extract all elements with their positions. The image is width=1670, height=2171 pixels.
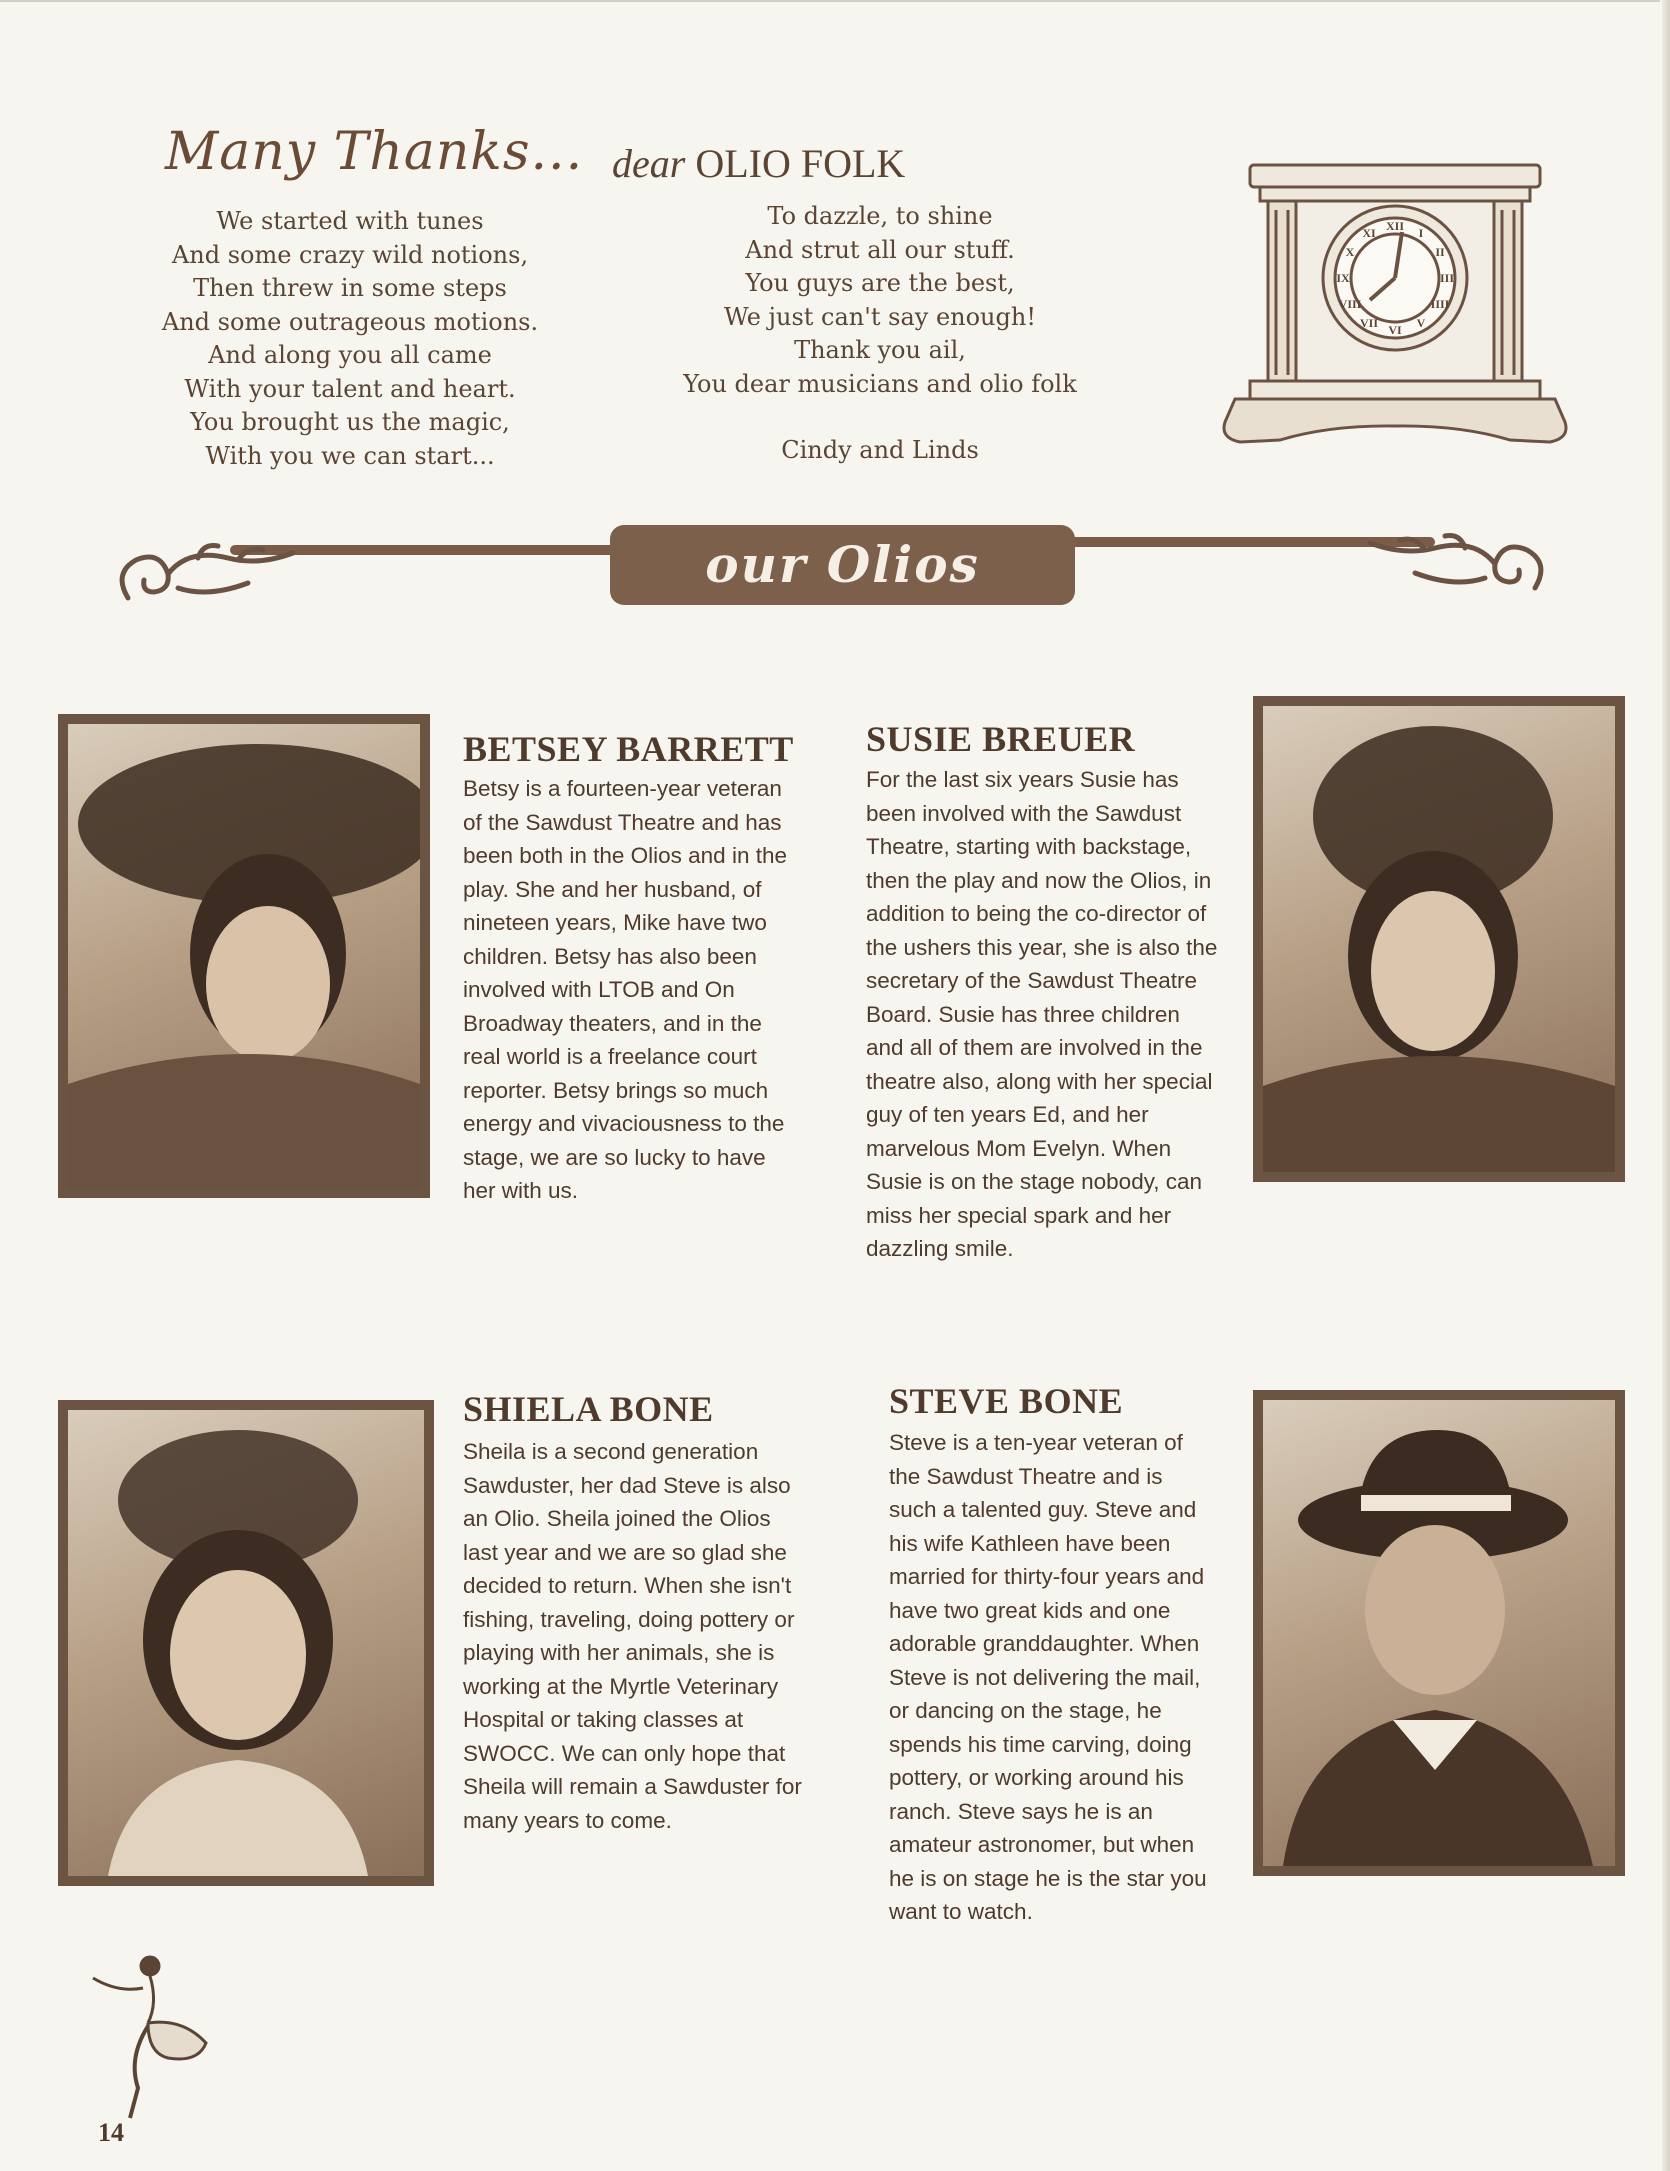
poem-line: And strut all our stuff. [745,235,1015,264]
clock-numeral: II [1435,245,1445,259]
clock-numeral: VIII [1338,297,1362,311]
bio-line: fishing, traveling, doing pottery or [463,1606,795,1632]
scroll-ornament-left-icon [108,528,298,620]
bio-line: his wife Kathleen have been [889,1530,1171,1556]
bio-line: spends his time carving, doing [889,1731,1192,1757]
page-edge [1662,0,1670,2171]
many-thanks-script: Many Thanks... [165,122,584,182]
bio-line: addition to being the co-director of [866,901,1207,926]
bio-line: her with us. [463,1178,579,1203]
scroll-ornament-right-icon [1365,518,1555,610]
portrait-image [68,724,420,1188]
bio-line: last year and we are so glad she [463,1539,787,1565]
bio-line: Betsy is a fourteen-year veteran [463,776,782,801]
bio-line: he is on stage he is the star you [889,1865,1207,1891]
bio-line: guy of ten years Ed, and her [866,1102,1149,1127]
bio-line: energy and vivaciousness to the [463,1111,785,1136]
poem-line: And some crazy wild notions, [171,240,529,269]
clock-numeral: XII [1385,219,1405,233]
bio-line: been involved with the Sawdust [866,800,1182,826]
mantel-clock-icon [1210,160,1580,455]
portrait-image [1263,1400,1615,1866]
bio-line: theatre also, along with her special [866,1068,1213,1094]
bio-line: real world is a freelance court [463,1044,757,1069]
bio-line: SWOCC. We can only hope that [463,1740,786,1766]
poem-line: We started with tunes [216,207,484,235]
bio-line: secretary of the Sawdust Theatre [866,968,1198,993]
bio-line: such a talented guy. Steve and [889,1497,1197,1522]
clock-numeral: III [1439,271,1455,285]
bio-line: of the Sawdust Theatre and has [463,809,782,835]
bio-name: STEVE BONE [889,1381,1124,1421]
clock-numeral: V [1416,316,1426,330]
poem-line: To dazzle, to shine [767,202,993,230]
bio-line: many years to come. [463,1807,672,1833]
poem-line: And some outrageous motions. [161,307,539,336]
dancer-silhouette-icon [88,1948,218,2123]
bio-name: SHIELA BONE [463,1389,714,1429]
photo-susie-breuer [1253,696,1625,1182]
poem-line: You brought us the magic, [190,408,510,436]
header-olio-folk: OLIO FOLK [695,141,906,186]
bio-line: Steve is not delivering the mail, [889,1664,1201,1690]
clock-numeral: X [1345,245,1355,259]
bio-line: play. She and her husband, of [463,876,762,902]
bio-text [889,1426,1207,1929]
poem-line: Thank you ail, [794,336,966,364]
bio-line: stage, we are so lucky to have [463,1144,766,1170]
bio-line: adorable granddaughter. When [889,1631,1200,1656]
bio-line: amateur astronomer, but when [889,1832,1195,1857]
bio-line: Sheila will remain a Sawduster for [463,1774,802,1799]
poem-line: We just can't say enough! [724,302,1036,331]
bio-line: the ushers this year, she is also the [866,934,1218,960]
clock-numeral: I [1418,226,1424,240]
poem-signature: Cindy and Linds [781,436,979,464]
poem-line: Then threw in some steps [193,274,507,302]
clock-numeral: IIII [1430,297,1450,311]
bio-line: reporter. Betsy brings so much [463,1077,769,1103]
bio-line: marvelous Mom Evelyn. When [866,1135,1172,1161]
bio-text [463,772,787,1208]
photo-betsey-barrett [58,714,430,1198]
bio-line: playing with her animals, she is [463,1640,775,1665]
bio-text [463,1435,802,1837]
bio-line: working at the Myrtle Veterinary [463,1673,779,1699]
bio-line: miss her special spark and her [866,1202,1172,1228]
bio-line: Steve is a ten-year veteran of [889,1430,1183,1455]
photo-shiela-bone [58,1400,434,1886]
bio-line: ranch. Steve says he is an [889,1798,1153,1824]
bio-line: dazzling smile. [866,1236,1014,1261]
bio-line: have two great kids and one [889,1597,1171,1623]
bio-line: involved with LTOB and On [463,977,735,1002]
poem-line: You guys are the best, [745,269,1015,297]
poem-line: With you we can start... [205,441,495,470]
bio-line: and all of them are involved in the [866,1035,1203,1060]
bio-line: Board. Susie has three children [866,1001,1180,1027]
portrait-image [1263,706,1615,1172]
clock-numeral: VII [1359,316,1379,330]
bio-line: nineteen years, Mike have two [463,910,767,935]
bio-line: Hospital or taking classes at [463,1707,744,1732]
bio-line: Sheila is a second generation [463,1439,759,1464]
bio-text [866,763,1217,1266]
portrait-image [68,1410,424,1876]
our-olios-banner: our Olios [610,525,1075,605]
bio-line: Sawduster, her dad Steve is also [463,1472,791,1498]
bio-line: Susie is on the stage nobody, can [866,1169,1203,1194]
bio-line: an Olio. Sheila joined the Olios [463,1506,771,1531]
bio-line: Theatre, starting with backstage, [866,834,1192,859]
top-rule [0,0,1660,2]
photo-steve-bone [1253,1390,1625,1876]
page-number: 14 [98,2118,124,2147]
poem-line: And along you all came [208,341,492,369]
bio-line: been both in the Olios and in the [463,843,787,868]
bio-name: SUSIE BREUER [866,719,1136,759]
clock-numeral: VI [1388,323,1402,337]
poem-right [650,200,1110,468]
bio-line: decided to return. When she isn't [463,1573,792,1598]
header-dear: dear [612,141,686,186]
poem-line: With your talent and heart. [184,374,516,403]
poem-line: You dear musicians and olio folk [683,369,1077,398]
bio-line: want to watch. [889,1899,1033,1924]
bio-line: pottery, or working around his [889,1765,1184,1790]
header-title [612,140,905,187]
bio-line: For the last six years Susie has [866,767,1179,792]
bio-line: children. Betsy has also been [463,943,757,969]
bio-line: Broadway theaters, and in the [463,1010,762,1036]
poem-left [130,205,570,473]
bio-line: married for thirty-four years and [889,1564,1205,1589]
bio-line: then the play and now the Olios, in [866,867,1212,893]
bio-name: BETSEY BARRETT [463,729,794,769]
clock-numeral: XI [1362,226,1376,240]
clock-numeral: IX [1336,271,1350,285]
bio-line: or dancing on the stage, he [889,1698,1162,1723]
bio-line: the Sawdust Theatre and is [889,1463,1163,1489]
